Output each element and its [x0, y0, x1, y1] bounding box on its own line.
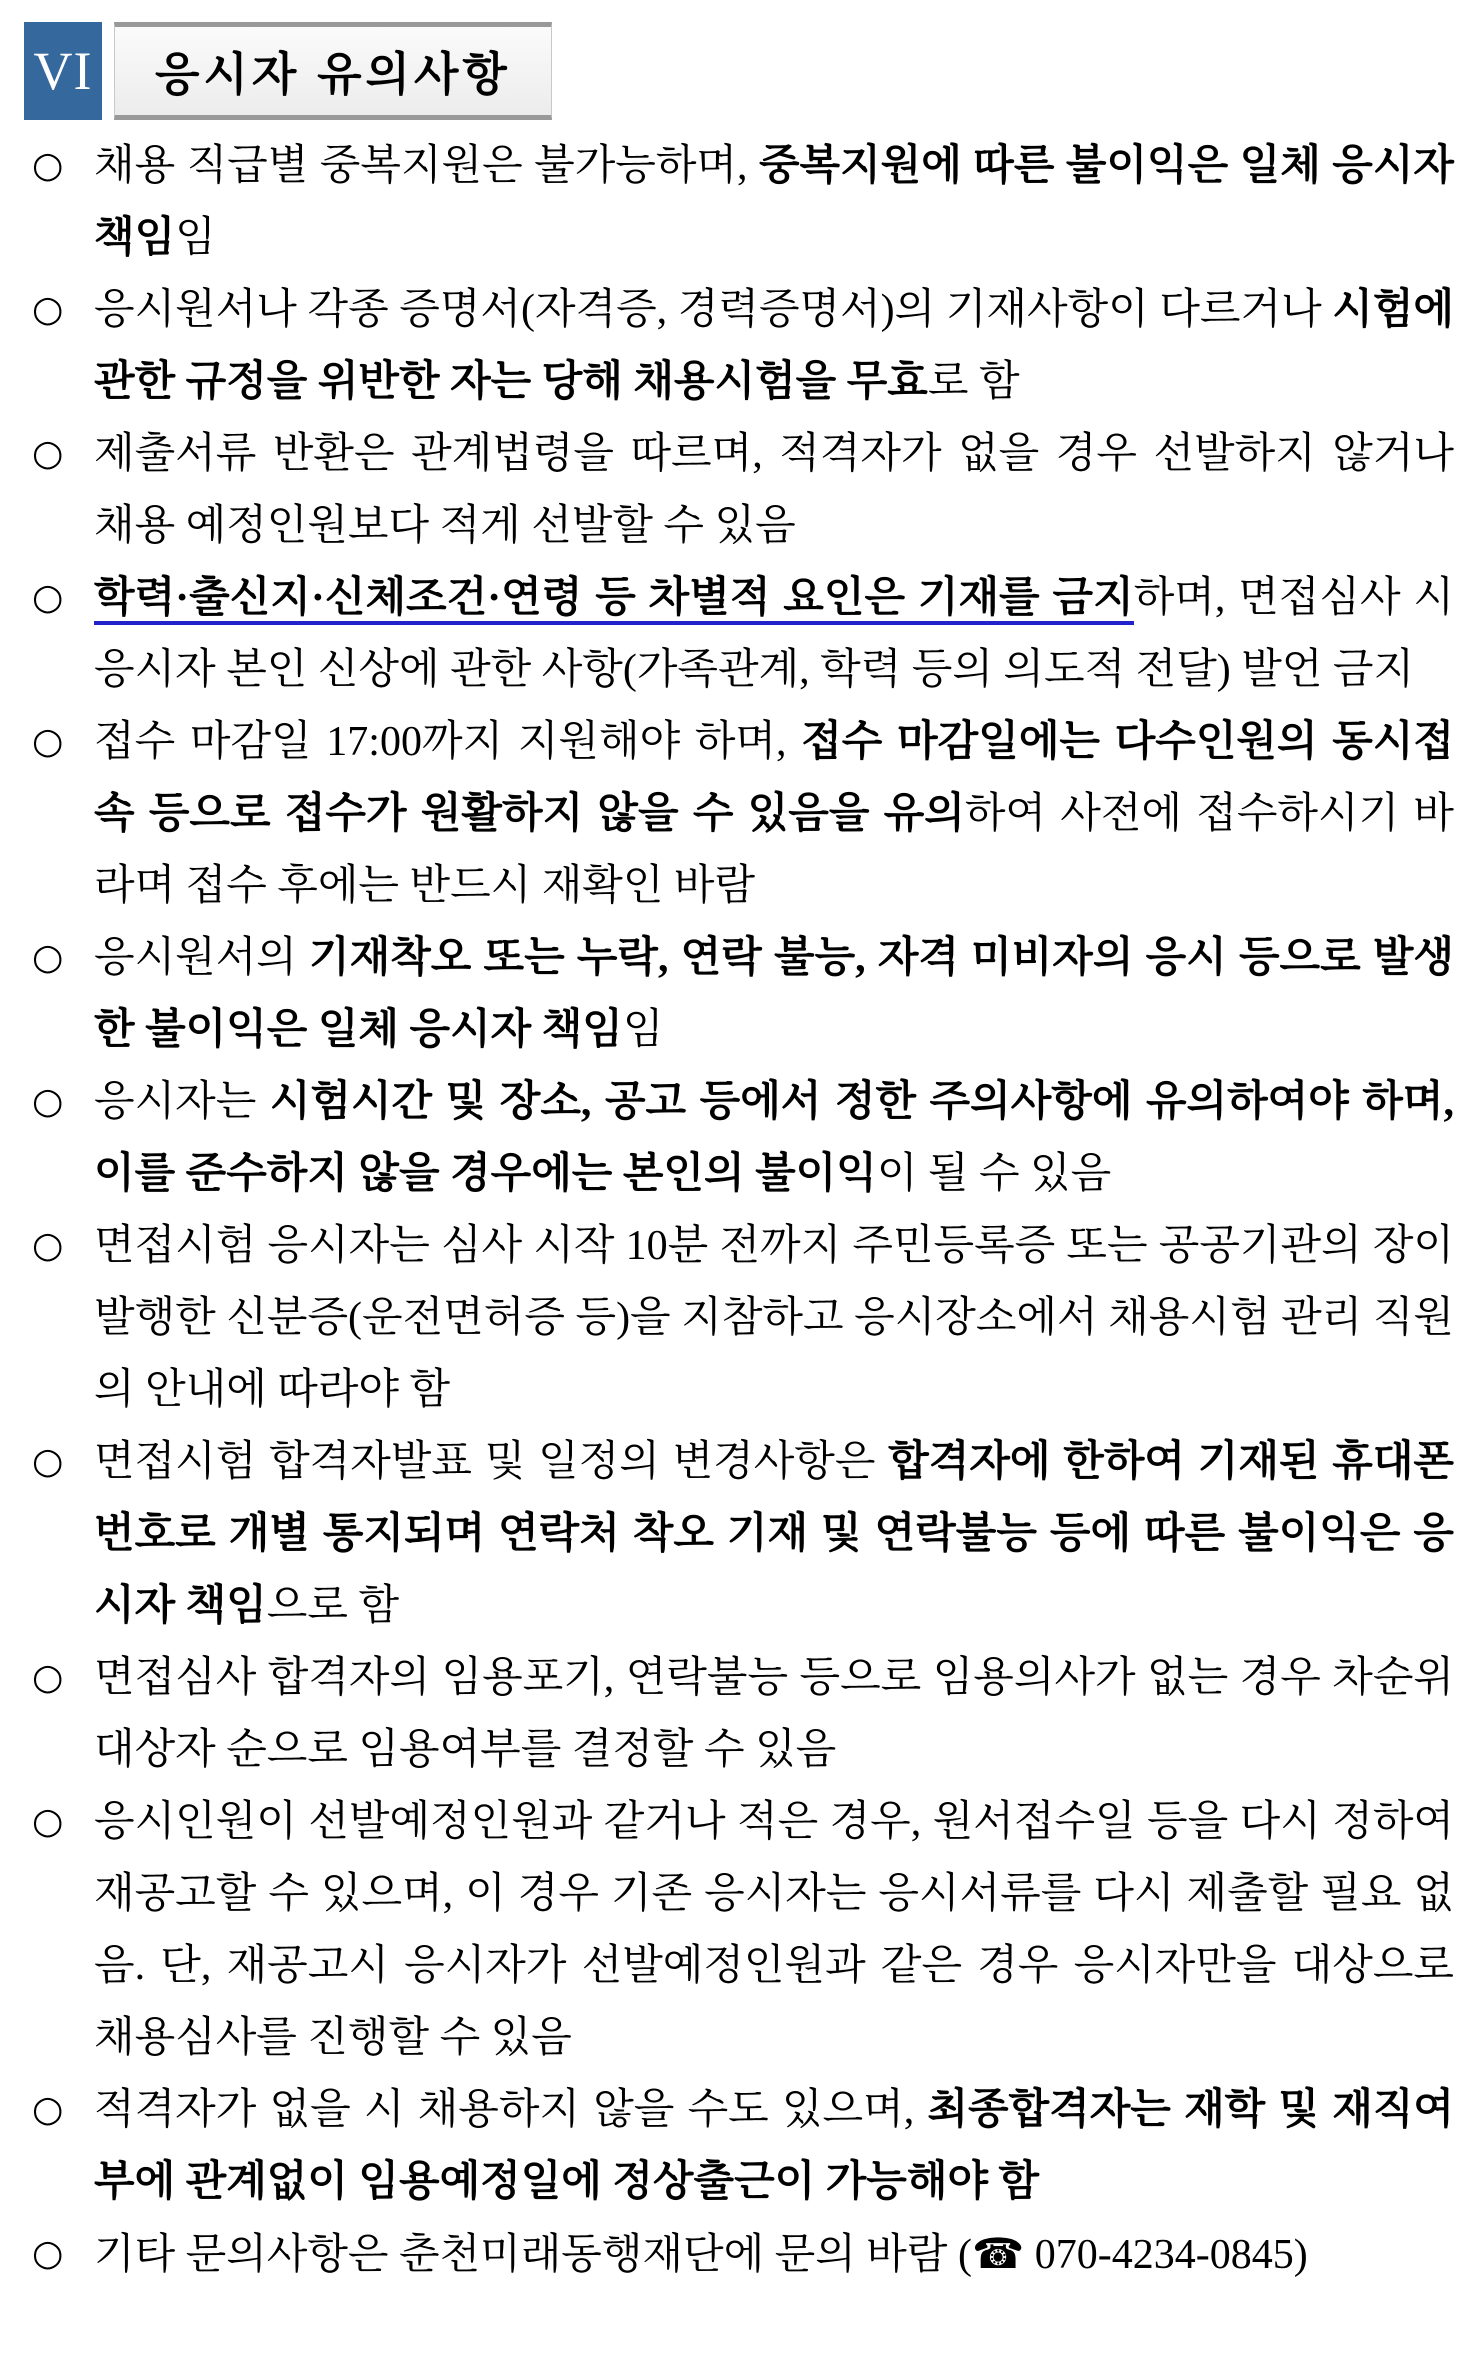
bullet-marker: ○ [32, 145, 64, 186]
text-run: 하며, 면접심사 시 응시자 본인 신상에 관한 사항(가족관계, 학력 등의 의도적 전달) 발언 금지 [94, 575, 1465, 693]
text-run: 면접시험 응시자는 심사 시작 10분 전까지 주민등록증 또는 공공기관의 장이 발행한 신분증(운전면허증 등)을 지참하고 응시장소에서 채용시험 관리 직원의 안내에 따라야 함 [94, 1223, 1465, 1413]
text-run: 070-4234-0845) [1024, 2232, 1308, 2278]
notice-item [24, 562, 1465, 706]
notice-text [94, 1426, 1465, 1642]
notice-text [94, 130, 1465, 274]
page-title: 응시자 유의사항 [155, 48, 511, 100]
notice-text [94, 706, 1454, 922]
section-number-box [24, 22, 102, 120]
notice-item [24, 2218, 1454, 2291]
text-run: 중복지원에 따른 불이익은 일체 응시자 책임 [94, 143, 1465, 261]
notice-item [24, 2074, 1454, 2218]
text-run: 으로 함 [266, 1583, 400, 1629]
notice-text [94, 1786, 1465, 2074]
bullet-marker: ○ [32, 1657, 64, 1698]
section-title-box [114, 22, 552, 120]
bullet-marker: ○ [32, 721, 64, 762]
text-run: 시험에 관한 규정을 위반한 자는 당해 채용시험을 무효 [94, 287, 1465, 405]
text-run: 하여 사전에 접수하시기 바라며 접수 후에는 반드시 재확인 바람 [94, 791, 1455, 909]
text-run: 응시원서의 [94, 935, 310, 981]
notice-text [94, 2218, 1454, 2291]
text-run: 채용 직급별 중복지원은 불가능하며, [94, 143, 759, 189]
text-run: 합격자에 한하여 기재된 휴대폰 번호로 개별 통지되며 연락처 착오 기재 및 연락불능 등에 따른 불이익은 응시자 책임 [94, 1439, 1465, 1629]
bullet-marker: ○ [32, 1441, 64, 1482]
notice-text [94, 1210, 1465, 1426]
bullet-marker: ○ [32, 2089, 64, 2130]
notice-text [94, 1642, 1465, 1786]
bullet-marker: ○ [32, 1225, 64, 1266]
bullet-marker: ○ [32, 433, 64, 474]
notice-item [24, 1066, 1465, 1210]
text-run: 응시인원이 선발예정인원과 같거나 적은 경우, 원서접수일 등을 다시 정하여 재공고할 수 있으며, 이 경우 기존 응시자는 응시서류를 다시 제출할 필요 없음. 단, 재공고시 응시자가 선발예정인원과 같은 경우 응시자만을 대상으로 채용심사를 진행할 수 있음 [94, 1799, 1465, 2061]
text-run: 적격자가 없을 시 채용하지 않을 수도 있으며, [94, 2087, 928, 2133]
text-run: 임 [175, 215, 216, 261]
notice-text [94, 562, 1465, 706]
notice-item [24, 706, 1454, 922]
text-run: 응시자는 [94, 1079, 270, 1125]
bullet-marker: ○ [32, 937, 64, 978]
notice-list [24, 130, 1465, 2291]
text-run: 응시원서나 각종 증명서(자격증, 경력증명서)의 기재사항이 다르거나 [94, 287, 1333, 333]
notice-item [24, 130, 1465, 274]
text-run: 면접시험 합격자발표 및 일정의 변경사항은 [94, 1439, 889, 1485]
bullet-marker: ○ [32, 1801, 64, 1842]
notice-text [94, 1066, 1465, 1210]
text-run: 접수 마감일 17:00까지 지원해야 하며, [94, 719, 802, 765]
text-run: 이 될 수 있음 [876, 1151, 1112, 1197]
notice-item [24, 1642, 1465, 1786]
notice-item [24, 274, 1465, 418]
text-run: 기타 문의사항은 춘천미래동행재단에 문의 바람 ( [94, 2232, 972, 2278]
text-run: 최종합격자는 재학 및 재직여부에 관계없이 임용예정일에 정상출근이 가능해야 함 [94, 2087, 1455, 2205]
bullet-marker: ○ [32, 2233, 64, 2274]
text-run: 로 함 [927, 359, 1020, 405]
text-run: 제출서류 반환은 관계법령을 따르며, 적격자가 없을 경우 선발하지 않거나 채용 예정인원보다 적게 선발할 수 있음 [94, 431, 1465, 549]
notice-text [94, 418, 1465, 562]
text-run: 접수 마감일에는 다수인원의 동시접속 등으로 접수가 원활하지 않을 수 있음을 유의 [94, 719, 1454, 837]
notice-item [24, 922, 1454, 1066]
text-run: 학력·출신지·신체조건·연령 등 차별적 요인은 기재를 금지 [94, 575, 1134, 625]
bullet-marker: ○ [32, 1081, 64, 1122]
section-number: VI [33, 41, 93, 101]
notice-text [94, 922, 1454, 1066]
notice-item [24, 1786, 1465, 2074]
notice-item [24, 418, 1465, 562]
text-run: 면접심사 합격자의 임용포기, 연락불능 등으로 임용의사가 없는 경우 차순위 대상자 순으로 임용여부를 결정할 수 있음 [94, 1655, 1465, 1773]
notice-text [94, 2074, 1454, 2218]
bullet-marker: ○ [32, 289, 64, 330]
phone-icon: ☎ [971, 2229, 1025, 2278]
text-run: 시험시간 및 장소, 공고 등에서 정한 주의사항에 유의하여야 하며, 이를 준수하지 않을 경우에는 본인의 불이익 [94, 1079, 1465, 1197]
text-run: 임 [622, 1007, 664, 1053]
notice-item [24, 1210, 1465, 1426]
notice-text [94, 274, 1465, 418]
section-header [24, 22, 1454, 120]
text-run: 기재착오 또는 누락, 연락 불능, 자격 미비자의 응시 등으로 발생한 불이익은 일체 응시자 책임 [94, 935, 1454, 1053]
notice-item [24, 1426, 1465, 1642]
bullet-marker: ○ [32, 577, 64, 618]
